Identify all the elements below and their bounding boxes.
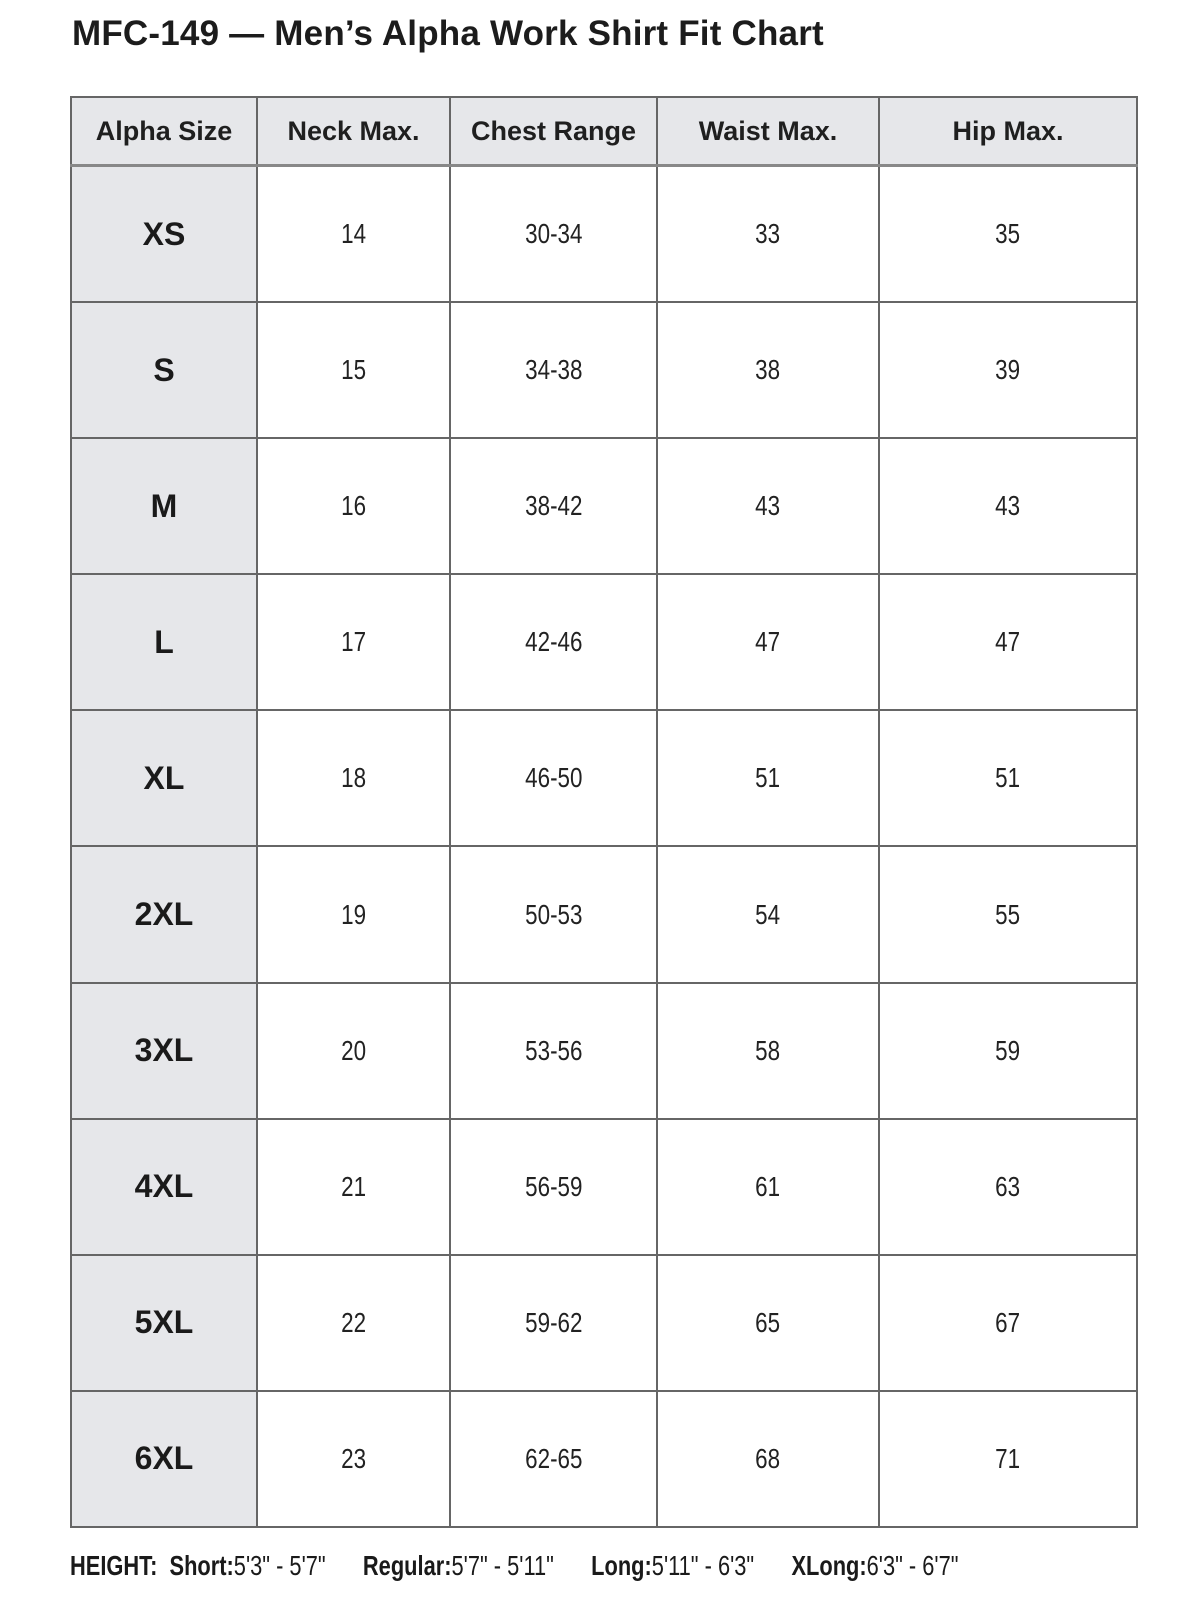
table-row: [71, 166, 1137, 303]
hip-cell: [879, 1391, 1137, 1527]
hip-cell: [879, 1119, 1137, 1255]
size-cell: XS: [71, 166, 257, 303]
hip-value: 47: [995, 626, 1021, 658]
chest-cell: [450, 574, 657, 710]
neck-cell: [257, 1119, 450, 1255]
hip-cell: [879, 1255, 1137, 1391]
hip-cell: [879, 846, 1137, 982]
waist-value: 51: [755, 762, 781, 794]
chest-value: 59-62: [524, 1306, 583, 1338]
neck-value: 20: [341, 1034, 366, 1066]
chest-cell: [450, 1119, 657, 1255]
waist-value: 47: [755, 626, 781, 658]
chest-cell: [450, 1391, 657, 1527]
hip-cell: [879, 166, 1137, 303]
table-row: [71, 983, 1137, 1119]
chest-value: 38-42: [524, 490, 583, 522]
neck-cell: [257, 846, 450, 982]
height-legend-line: [70, 1550, 958, 1582]
size-cell: S: [71, 302, 257, 438]
table-row: [71, 1391, 1137, 1527]
hip-value: 67: [995, 1306, 1021, 1338]
waist-value: 58: [755, 1034, 781, 1066]
height-long-label: Long:: [591, 1550, 652, 1581]
hip-cell: [879, 438, 1137, 574]
table-row: [71, 1119, 1137, 1255]
neck-cell: [257, 983, 450, 1119]
height-long-value: 5'11" - 6'3": [651, 1550, 755, 1581]
neck-value: 18: [341, 762, 366, 794]
chest-cell: [450, 1255, 657, 1391]
size-cell: L: [71, 574, 257, 710]
size-cell: 6XL: [71, 1391, 257, 1527]
chest-value: 50-53: [524, 898, 583, 930]
chest-cell: [450, 166, 657, 303]
table-row: [71, 710, 1137, 846]
hip-value: 43: [995, 490, 1021, 522]
size-cell: M: [71, 438, 257, 574]
neck-value: 19: [341, 898, 366, 930]
height-regular-label: Regular:: [362, 1550, 452, 1581]
neck-value: 21: [341, 1170, 366, 1202]
chest-cell: [450, 302, 657, 438]
table-row: [71, 302, 1137, 438]
chest-value: 42-46: [524, 626, 583, 658]
chest-value: 56-59: [524, 1170, 583, 1202]
waist-value: 68: [755, 1442, 781, 1474]
height-short-label: Short:: [169, 1550, 234, 1581]
neck-value: 17: [341, 626, 366, 658]
hip-cell: [879, 983, 1137, 1119]
hip-value: 39: [995, 354, 1021, 386]
table-row: [71, 574, 1137, 710]
hip-cell: [879, 574, 1137, 710]
height-label: HEIGHT:: [70, 1550, 158, 1581]
chest-value: 46-50: [524, 762, 583, 794]
height-xlong-label: XLong:: [791, 1550, 867, 1581]
hip-cell: [879, 710, 1137, 846]
size-cell: 5XL: [71, 1255, 257, 1391]
table-row: [71, 846, 1137, 982]
waist-cell: [657, 710, 879, 846]
waist-value: 61: [755, 1170, 781, 1202]
chest-cell: [450, 846, 657, 982]
table-row: [71, 438, 1137, 574]
height-regular-value: 5'7" - 5'11": [451, 1550, 554, 1581]
neck-cell: [257, 1391, 450, 1527]
chest-value: 30-34: [524, 218, 583, 250]
height-xlong-value: 6'3" - 6'7": [866, 1550, 959, 1581]
neck-value: 14: [341, 218, 366, 250]
header-alpha-size: Alpha Size: [71, 97, 257, 166]
height-legend: [70, 1550, 1140, 1582]
waist-cell: [657, 438, 879, 574]
chest-cell: [450, 710, 657, 846]
hip-value: 63: [995, 1170, 1021, 1202]
waist-cell: [657, 1391, 879, 1527]
hip-value: 59: [995, 1034, 1021, 1066]
chest-cell: [450, 983, 657, 1119]
header-hip-max: Hip Max.: [879, 97, 1137, 166]
hip-value: 55: [995, 898, 1021, 930]
table-header: [71, 97, 1137, 166]
hip-value: 71: [995, 1442, 1021, 1474]
waist-cell: [657, 1255, 879, 1391]
size-cell: 3XL: [71, 983, 257, 1119]
size-cell: XL: [71, 710, 257, 846]
waist-cell: [657, 302, 879, 438]
header-waist-max: Waist Max.: [657, 97, 879, 166]
waist-cell: [657, 166, 879, 303]
header-neck-max: Neck Max.: [257, 97, 450, 166]
neck-cell: [257, 438, 450, 574]
neck-value: 16: [341, 490, 366, 522]
table-body: [71, 166, 1137, 1528]
waist-value: 38: [755, 354, 781, 386]
hip-cell: [879, 302, 1137, 438]
waist-value: 54: [755, 898, 781, 930]
chest-cell: [450, 438, 657, 574]
neck-cell: [257, 166, 450, 303]
neck-value: 22: [341, 1306, 366, 1338]
header-chest-range: Chest Range: [450, 97, 657, 166]
neck-cell: [257, 302, 450, 438]
size-cell: 4XL: [71, 1119, 257, 1255]
waist-cell: [657, 983, 879, 1119]
waist-value: 65: [755, 1306, 781, 1338]
table-row: [71, 1255, 1137, 1391]
hip-value: 51: [995, 762, 1021, 794]
waist-cell: [657, 1119, 879, 1255]
neck-cell: [257, 710, 450, 846]
neck-value: 15: [341, 354, 366, 386]
neck-value: 23: [341, 1442, 366, 1474]
waist-cell: [657, 574, 879, 710]
page-title: MFC-149 — Men’s Alpha Work Shirt Fit Chart: [72, 14, 824, 53]
height-short-value: 5'3" - 5'7": [233, 1550, 326, 1581]
chest-value: 62-65: [524, 1442, 583, 1474]
neck-cell: [257, 574, 450, 710]
neck-cell: [257, 1255, 450, 1391]
hip-value: 35: [995, 218, 1021, 250]
waist-value: 33: [755, 218, 781, 250]
chest-value: 34-38: [524, 354, 583, 386]
waist-cell: [657, 846, 879, 982]
waist-value: 43: [755, 490, 781, 522]
chest-value: 53-56: [524, 1034, 583, 1066]
header-row: [71, 97, 1137, 166]
size-cell: 2XL: [71, 846, 257, 982]
fit-chart-table: [70, 96, 1138, 1528]
